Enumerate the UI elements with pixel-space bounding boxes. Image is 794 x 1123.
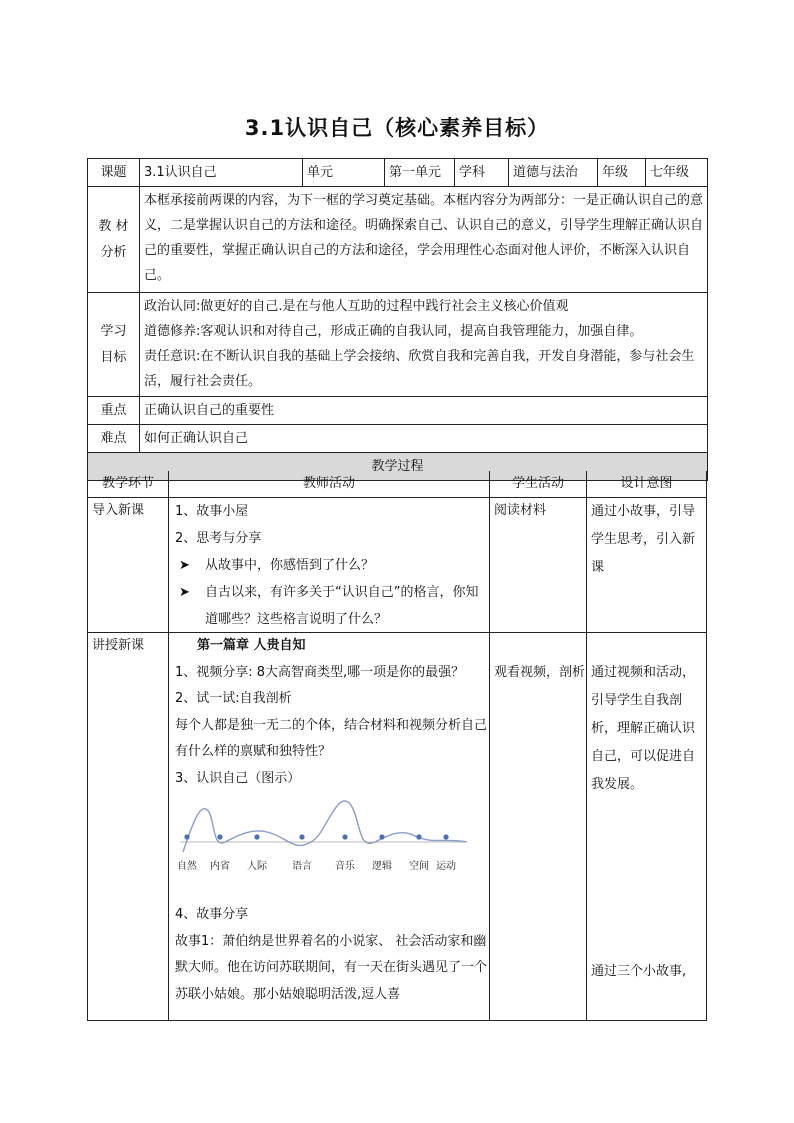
chart-point-4 [342, 834, 347, 839]
grade-value: 七年级 [646, 159, 708, 187]
lesson-value: 3.1认识自己 [140, 159, 303, 187]
col-stage-head: 教学环节 [88, 471, 169, 497]
chart-point-6 [416, 834, 421, 839]
subject-value: 道德与法治 [509, 159, 598, 187]
lecture-story: 故事1：萧伯纳是世界着名的小说家、 社会活动家和幽默大师。他在访问苏联期间，有一天在街头遇见了一个苏联小姑娘。那小姑娘聪明活泼,逗人喜 [175, 933, 488, 1002]
intro-item-story: 1、故事小屋 [175, 504, 249, 519]
lecture-student: 观看视频，剖析 [490, 633, 587, 1020]
lecture-line-2: 2、试一试:自我剖析 [175, 691, 292, 706]
process-section [87, 471, 707, 1021]
lecture-intent-2: 通过三个小故事, [591, 964, 687, 979]
page-title: 3.1认识自己（核心素养目标） [244, 116, 550, 140]
goals-label: 学习 目标 [88, 293, 140, 397]
subject-label: 学科 [455, 159, 509, 187]
col-teacher-head: 教师活动 [169, 471, 490, 497]
intelligence-chart [175, 792, 489, 902]
process-columns-row [87, 471, 707, 498]
chart-label-4: 音乐 [335, 861, 355, 872]
lecture-chapter: 第一篇章 人贵自知 [197, 638, 306, 653]
chart-label-0: 自然 [177, 861, 197, 872]
col-student-head: 学生活动 [490, 471, 587, 497]
arrow-bullet-icon: ➤ [179, 585, 190, 600]
intro-student: 阅读材料 [490, 498, 587, 632]
lesson-label: 课题 [88, 159, 140, 187]
lecture-row [87, 633, 707, 1021]
goals-text [140, 293, 708, 397]
chart-label-1: 内省 [210, 861, 230, 872]
intro-bullet-2: ➤ 自古以来，有许多关于“认识自己”的格言，你知道哪些？这些格言说明了什么？ [175, 579, 489, 633]
chart-label-6: 空间 [409, 861, 429, 872]
key-point-label: 重点 [88, 397, 140, 425]
chart-label-7: 运动 [436, 861, 456, 872]
analysis-text: 本框承接前两课的内容，为下一框的学习奠定基础。本框内容分为两部分：一是正确认识自己的意义，二是掌握认识自己的方法和途径。明确探索自己、认识自己的意义，引导学生理解正确认识自己的重要性，掌握正确认识自己的方法和途径，学会用理性心态面对他人评价，不断深入认识自己。 [140, 187, 708, 293]
intro-stage: 导入新课 [88, 498, 169, 632]
arrow-bullet-icon: ➤ [179, 558, 190, 573]
chart-curve [183, 801, 467, 852]
lecture-line-1: 1、视频分享: 8大高智商类型,哪一项是你的最强？ [175, 664, 465, 680]
chart-point-2 [254, 834, 259, 839]
intelligence-chart-svg [175, 792, 475, 902]
lecture-line-4: 3、认识自己（图示） [175, 770, 301, 786]
chart-point-7 [443, 834, 448, 839]
chart-point-0 [184, 834, 189, 839]
difficulty-label: 难点 [88, 425, 140, 453]
unit-value: 第一单元 [385, 159, 455, 187]
lecture-intent: 通过视频和活动，引导学生自我剖析，理解正确认识自己，可以促进自我发展。 通过三个小故事, [587, 633, 706, 1020]
col-intent-head: 设计意图 [620, 476, 673, 491]
process-header: 教学过程 [88, 453, 708, 481]
lecture-teacher [169, 633, 490, 1020]
goal-moral: 道德修养:客观认识和对待自己，形成正确的自我认同，提高自我管理能力，加强自律。 [144, 324, 643, 339]
intro-row [87, 498, 707, 633]
chart-label-5: 逻辑 [372, 861, 392, 872]
lecture-line-3: 每个人都是独一无二的个体，结合材料和视频分析自己有什么样的禀赋和独特性？ [175, 717, 488, 759]
unit-label: 单元 [303, 159, 385, 187]
lecture-stage: 讲授新课 [88, 633, 169, 1020]
goal-political: 政治认同:做更好的自己.是在与他人互助的过程中践行社会主义核心价值观 [144, 299, 569, 314]
intro-teacher [169, 498, 490, 632]
lecture-line-5: 4、故事分享 [175, 907, 249, 922]
goal-responsibility: 责任意识:在不断认识自我的基础上学会接纳、欣赏自我和完善自我，开发自身潜能，参与社会生活，履行社会责任。 [144, 349, 695, 389]
chart-label-2: 人际 [247, 861, 267, 872]
chart-point-3 [299, 834, 304, 839]
lesson-plan-table [87, 158, 708, 481]
chart-point-1 [217, 834, 222, 839]
intro-bullet-1: ➤ 从故事中，你感悟到了什么？ [175, 552, 489, 579]
key-point-text: 正确认识自己的重要性 [140, 397, 708, 425]
chart-label-3: 语言 [292, 861, 312, 872]
analysis-label: 教 材 分析 [88, 187, 140, 293]
intro-intent: 通过小故事，引导学生思考，引入新课 [591, 504, 696, 575]
intro-item-think: 2、思考与分享 [175, 531, 262, 546]
chart-point-5 [379, 834, 384, 839]
difficulty-text: 如何正确认识自己 [140, 425, 708, 453]
grade-label: 年级 [598, 159, 646, 187]
